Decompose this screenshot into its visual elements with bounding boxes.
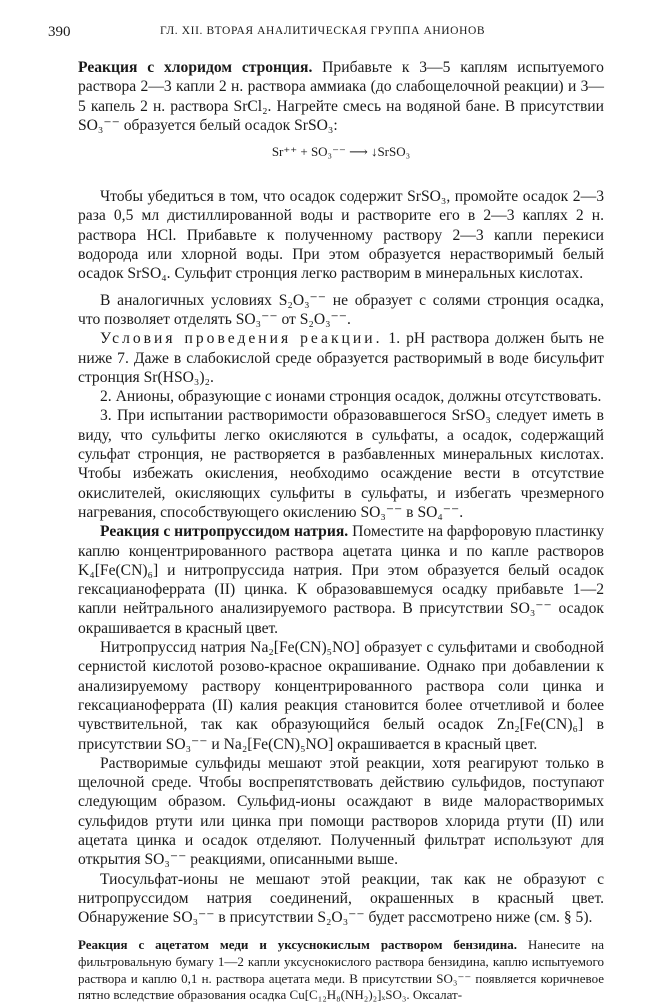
paragraph-conditions [78,329,604,387]
page-header [48,24,603,42]
paragraph-nitroprusside-details: Нитропруссид натрия Na₂[Fe(CN)₅NO] образует с сульфитами и свободной сернистой кислотой розово-красное окрашивание. Однако при добавлении к анализируемому раствору концентрированного раствора соли цинка и гексацианоферрата (II) калия реакция становится более отчетливой и более чувствительной, так как образующийся белый осадок Zn₂[Fe(CN)₆] в присутствии SO₃⁻⁻ и Na₂[Fe(CN)₅NO] окрашивается в красный цвет. [78,639,604,753]
page-number: 390 [48,24,71,40]
heading-strontium-chloride: Реакция с хлоридом стронция. [78,59,313,76]
text-copper-acetate: Нанесите на фильтровальную бумагу 1—2 капли уксуснокислого раствора бензидина, каплю испытуемого раствора и каплю 0,1 н. раствора ацетата меди. В присутствии SO₃⁻⁻ появляется коричневое пятно вследствие образования осадка Cu[C₁₂H₈(NH₂)₂]ₓSO₃. Оксалат- [78,937,604,1003]
paragraph-verification: Чтобы убедиться в том, что осадок содержит SrSO₃, промойте осадок 2—3 раза 0,5 мл дистиллированной воды и растворите его в 2—3 каплях 2 н. раствора HCl. Прибавьте к полученному раствору 2—3 капли перекиси водорода или хлорной воды. При этом образуется нерастворимый белый осадок SrSO₄. Сульфит стронция легко растворим в минеральных кислотах. [78,188,604,283]
condition-item-2: 2. Анионы, образующие с ионами стронция осадок, должны отсутствовать. [100,388,602,406]
running-head: ГЛ. XII. ВТОРАЯ АНАЛИТИЧЕСКАЯ ГРУППА АНИОНОВ [160,25,486,37]
heading-nitroprusside: Реакция с нитропруссидом натрия. [100,523,349,541]
paragraph-strontium-chloride [78,58,604,135]
text-nitroprusside: Поместите на фарфоровую пластинку каплю концентрированного раствора ацетата цинка и по капле растворов K₄[Fe(CN)₆] и нитропруссида натрия. При этом образуется белый осадок гексацианоферрата (II) цинка. К образовавшемуся осадку прибавьте 1—2 капли нейтрального анализируемого раствора. В присутствии SO₃⁻⁻ осадок окрашивается в красный цвет. [78,523,605,637]
text-strontium-chloride: Прибавьте к 3—5 каплям испытуемого раствора 2—3 капли 2 н. раствора аммиака (до слабощелочной реакции) и 3—5 капель 2 н. раствора SrCl₂. Нагрейте смесь на водяной бане. В присутствии SO₃⁻⁻ образуется белый осадок SrSO₃: [78,59,604,134]
condition-item-3: 3. При испытании растворимости образовавшегося SrSO₃ следует иметь в виду, что сульфиты легко окисляются в сульфаты, а осадок, содержащий сульфат стронция, не растворяется в разбавленных минеральных кислотах. Чтобы избежать окисления, необходимо осаждение вести в отсутствие окислителей, окисляющих сульфиты в сульфаты, и избегать чрезмерного нагревания, способствующего окислению SO₃⁻⁻ в SO₄⁻⁻. [78,407,604,521]
page-body [78,58,604,1004]
paragraph-sulfide-interference: Растворимые сульфиды мешают этой реакции, хотя реагируют только в щелочной среде. Чтобы воспрепятствовать действию сульфидов, поступают следующим образом. Сульфид-ионы осаждают в виде малорастворимых сульфидов ртути или цинка при помощи растворов хлорида ртути (II) или ацетата цинка и осадок отделяют. Полученный фильтрат используют для открытия SO₃⁻⁻ реакциями, описанными выше. [78,754,604,869]
heading-copper-acetate: Реакция с ацетатом меди и уксуснокислым раствором бензидина. [78,937,518,953]
paragraph-copper-acetate [78,937,604,1003]
reaction-equation: Sr⁺⁺ + SO₃⁻⁻ ⟶ ↓SrSO₃ [271,144,411,160]
heading-conditions: Условия проведения реакции. [100,330,383,348]
paragraph-thiosulfate-separation: В аналогичных условиях S₂O₃⁻⁻ не образует с солями стронция осадка, что позволяет отделять SO₃⁻⁻ от S₂O₃⁻⁻. [78,291,604,328]
paragraph-nitroprusside [78,522,604,638]
paragraph-thiosulfate-note: Тиосульфат-ионы не мешают этой реакции, так как не образуют с нитропруссидом натрия соединений, окрашенных в красный цвет. Обнаружение SO₃⁻⁻ в присутствии S₂O₃⁻⁻ будет рассмотрено ниже (см. § 5). [78,870,604,927]
condition-item-1: 1. pH раствора должен быть не ниже 7. Даже в слабокислой среде образуется растворимый в воде бисульфит стронция Sr(HSO₃)₂. [78,330,604,386]
